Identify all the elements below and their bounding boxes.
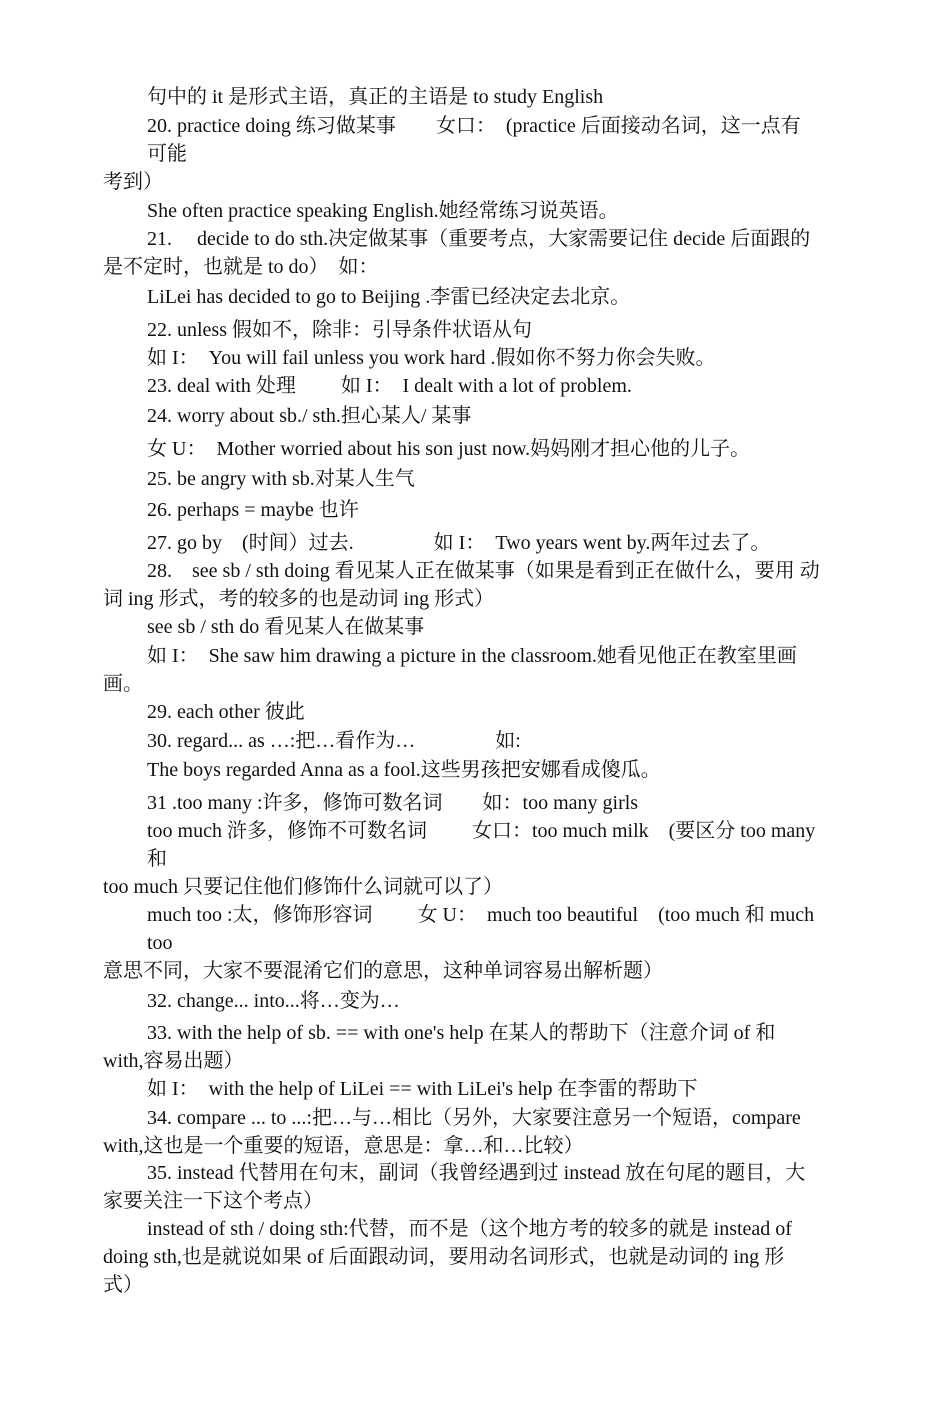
text-line: much too :太，修饰形容词 女 U： much too beautiful (too much 和 much <box>147 904 815 926</box>
text-line: 画。 <box>103 673 143 695</box>
text-line: 29. each other 彼此 <box>147 701 305 723</box>
text-line: 30. regard... as …:把…看作为… 如: <box>147 730 521 752</box>
text-line: LiLei has decided to go to Beijing .李雷已经决定去北京。 <box>147 286 631 308</box>
text-line: 20. practice doing 练习做某事 女口： (practice 后面接动名词，这一点有 <box>147 115 801 137</box>
text-line: 31 .too many :许多，修饰可数名词 如：too many girls <box>147 792 639 814</box>
text-line: with,这也是一个重要的短语，意思是：拿…和…比较） <box>103 1135 584 1157</box>
text-line: 34. compare ... to ...:把…与…相比（另外，大家要注意另一个短语，compare <box>147 1107 801 1129</box>
text-line: 可能 <box>147 143 187 165</box>
text-line: 27. go by (时间）过去. 如 I： Two years went by.两年过去了。 <box>147 532 771 554</box>
text-line: 家要关注一下这个考点） <box>103 1190 323 1212</box>
text-line: with,容易出题） <box>103 1050 244 1072</box>
text-line: 如 I： She saw him drawing a picture in the classroom.她看见他正在教室里画 <box>147 645 797 667</box>
text-line: too much 只要记住他们修饰什么词就可以了） <box>103 876 503 898</box>
text-line: 32. change... into...将…变为… <box>147 990 400 1012</box>
text-line: 词 ing 形式，考的较多的也是动词 ing 形式） <box>103 588 495 610</box>
text-line: see sb / sth do 看见某人在做某事 <box>147 616 425 638</box>
text-line: 23. deal with 处理 如 I： I dealt with a lot of problem. <box>147 375 632 397</box>
text-line: 33. with the help of sb. == with one's help 在某人的帮助下（注意介词 of 和 <box>147 1022 776 1044</box>
text-line: instead of sth / doing sth:代替，而不是（这个地方考的较多的就是 instead of <box>147 1218 792 1240</box>
text-line: The boys regarded Anna as a fool.这些男孩把安娜看成傻瓜。 <box>147 759 661 781</box>
text-line: She often practice speaking English.她经常练习说英语。 <box>147 200 619 222</box>
text-line: 是不定时，也就是 to do） 如： <box>103 256 379 278</box>
text-line: too much 浒多，修饰不可数名词 女口：too much milk (要区分 too many <box>147 820 816 842</box>
text-line: too <box>147 932 173 954</box>
text-line: 22. unless 假如不，除非：引导条件状语从句 <box>147 319 532 341</box>
text-line: 女 U： Mother worried about his son just now.妈妈刚才担心他的儿子。 <box>147 438 751 460</box>
text-line: 25. be angry with sb.对某人生气 <box>147 468 415 490</box>
text-line: 26. perhaps = maybe 也许 <box>147 499 359 521</box>
text-line: 句中的 it 是形式主语，真正的主语是 to study English <box>147 86 604 108</box>
text-line: doing sth,也是就说如果 of 后面跟动词，要用动名词形式，也就是动词的 ing 形 <box>103 1246 785 1268</box>
text-line: 21. decide to do sth.决定做某事（重要考点，大家需要记住 decide 后面跟的 <box>147 228 811 250</box>
text-line: 式） <box>103 1274 143 1296</box>
text-line: 28. see sb / sth doing 看见某人正在做某事（如果是看到正在做什么，要用 动 <box>147 560 820 582</box>
text-line: 考到） <box>103 171 163 193</box>
text-line: 24. worry about sb./ sth.担心某人/ 某事 <box>147 405 472 427</box>
text-line: 35. instead 代替用在句末，副词（我曾经遇到过 instead 放在句尾的题目，大 <box>147 1162 806 1184</box>
text-line: 和 <box>147 848 167 870</box>
text-line: 意思不同，大家不要混淆它们的意思，这种单词容易出解析题） <box>103 960 663 982</box>
text-line: 如 I： with the help of LiLei == with LiLei's help 在李雷的帮助下 <box>147 1078 698 1100</box>
text-line: 如 I： You will fail unless you work hard .假如你不努力你会失败。 <box>147 347 716 369</box>
